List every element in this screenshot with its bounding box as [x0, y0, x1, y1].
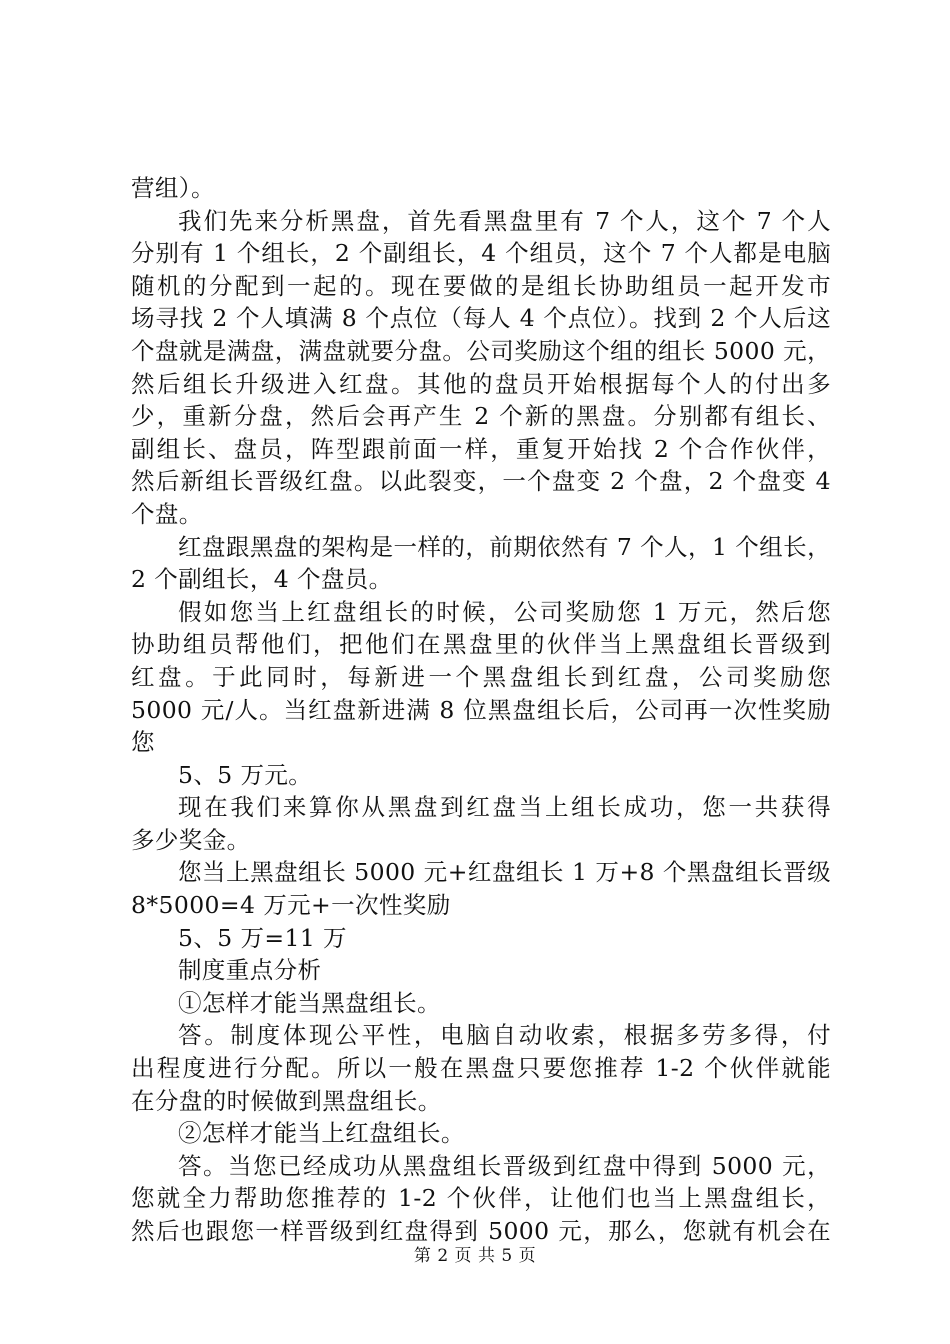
- text-line: 答。当您已经成功从黑盘组长晋级到红盘中得到 5000 元，: [178, 1151, 831, 1180]
- question-line: ②怎样才能当上红盘组长。: [178, 1119, 465, 1148]
- text-line: 营组）。: [131, 174, 215, 202]
- text-line: 协助组员帮他们，把他们在黑盘里的伙伴当上黑盘组长晋级到: [131, 630, 831, 659]
- text-line: 个盘就是满盘，满盘就要分盘。公司奖励这个组的组长 5000 元，: [131, 336, 831, 365]
- text-line: 副组长、盘员，阵型跟前面一样，重复开始找 2 个合作伙伴，: [131, 434, 831, 463]
- document-body: [131, 172, 831, 1248]
- text-line: 2 个副组长，4 个盘员。: [131, 565, 393, 594]
- text-line: 在分盘的时候做到黑盘组长。: [131, 1086, 442, 1115]
- text-line: 5、5 万元。: [178, 760, 313, 789]
- text-line: 假如您当上红盘组长的时候，公司奖励您 1 万元，然后您: [178, 597, 831, 626]
- page-number-footer: 第 2 页 共 5 页: [413, 1246, 537, 1266]
- text-line: 红盘跟黑盘的架构是一样的，前期依然有 7 个人，1 个组长，: [178, 532, 831, 561]
- text-line: 分别有 1 个组长，2 个副组长，4 个组员，这个 7 个人都是电脑: [131, 239, 831, 268]
- text-line: 您: [131, 728, 155, 757]
- text-line: 红盘。于此同时，每新进一个黑盘组长到红盘，公司奖励您: [131, 662, 831, 691]
- text-line: 然后组长升级进入红盘。其他的盘员开始根据每个人的付出多: [131, 369, 831, 398]
- text-line: 个盘。: [131, 499, 203, 528]
- text-line: 随机的分配到一起的。现在要做的是组长协助组员一起开发市: [131, 271, 831, 300]
- question-line: ①怎样才能当黑盘组长。: [178, 988, 441, 1017]
- text-line: 8*5000=4 万元+一次性奖励: [131, 891, 451, 920]
- text-line: 5000 元/人。当红盘新进满 8 位黑盘组长后，公司再一次性奖励: [131, 695, 831, 724]
- section-heading: 制度重点分析: [178, 956, 322, 985]
- text-line: 5、5 万=11 万: [178, 923, 347, 952]
- text-line: 出程度进行分配。所以一般在黑盘只要您推荐 1-2 个伙伴就能: [131, 1054, 831, 1083]
- text-line: 您就全力帮助您推荐的 1-2 个伙伴，让他们也当上黑盘组长，: [131, 1184, 831, 1213]
- text-line: 然后新组长晋级红盘。以此裂变，一个盘变 2 个盘，2 个盘变 4: [131, 467, 831, 496]
- text-line: 现在我们来算你从黑盘到红盘当上组长成功，您一共获得: [178, 793, 831, 822]
- text-line: 少，重新分盘，然后会再产生 2 个新的黑盘。分别都有组长、: [131, 402, 831, 431]
- text-line: 我们先来分析黑盘，首先看黑盘里有 7 个人，这个 7 个人: [178, 206, 831, 235]
- text-line: 然后也跟您一样晋级到红盘得到 5000 元，那么，您就有机会在: [131, 1217, 831, 1245]
- text-line: 答。制度体现公平性，电脑自动收索，根据多劳多得，付: [178, 1021, 831, 1050]
- text-line: 您当上黑盘组长 5000 元+红盘组长 1 万+8 个黑盘组长晋级: [178, 858, 831, 887]
- text-line: 多少奖金。: [131, 825, 251, 854]
- text-line: 场寻找 2 个人填满 8 个点位（每人 4 个点位）。找到 2 个人后这: [131, 304, 831, 333]
